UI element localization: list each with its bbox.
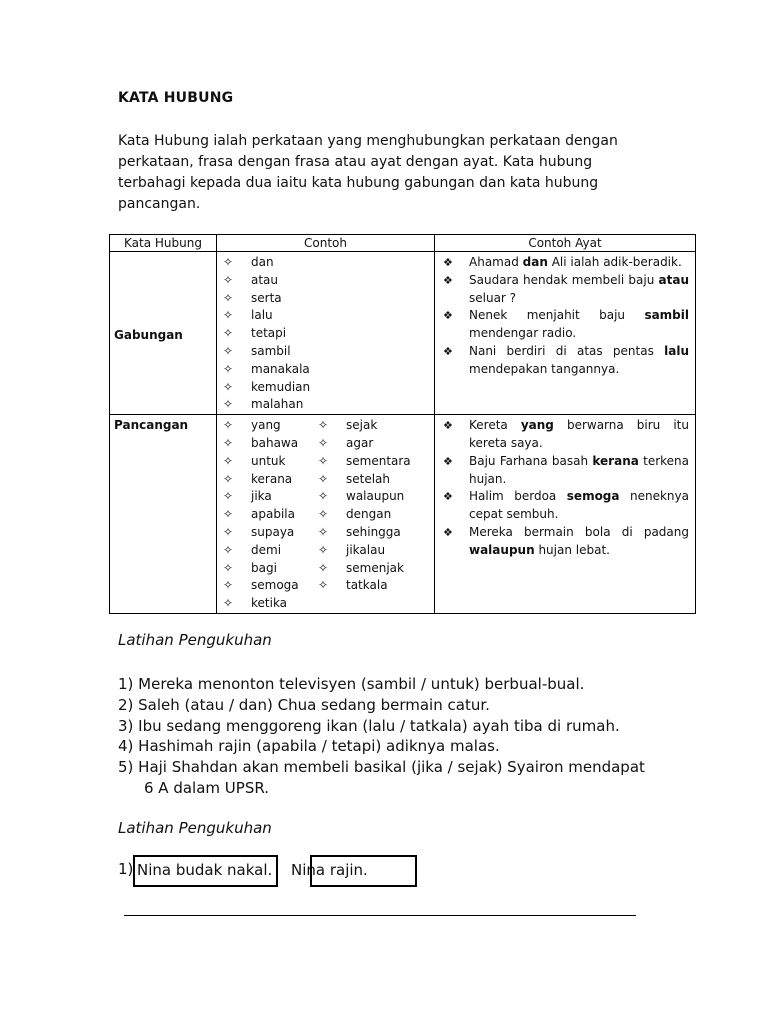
list-item xyxy=(223,488,318,506)
star-bullet-icon: ✧ xyxy=(318,471,329,486)
star-bullet-icon: ✧ xyxy=(223,578,234,593)
word: semoga xyxy=(251,578,299,593)
table-row-pancangan xyxy=(110,415,696,614)
star-bullet-icon: ✧ xyxy=(223,596,234,611)
gabungan-words-cell xyxy=(217,252,435,415)
list-item xyxy=(318,453,411,471)
star-bullet-icon: ✧ xyxy=(318,453,329,468)
star-bullet-icon: ✧ xyxy=(223,308,234,323)
list-item xyxy=(318,524,411,542)
header-kata-hubung: Kata Hubung xyxy=(110,235,217,252)
word: atau xyxy=(251,272,279,287)
question-item: 3) Ibu sedang menggoreng ikan (lalu / tatkala) ayah tiba di rumah. xyxy=(118,716,620,735)
word: dan xyxy=(251,255,274,269)
example-sentence: ❖ Saudara hendak membeli baju atau seluar ? xyxy=(443,272,689,305)
list-item xyxy=(223,272,434,290)
word: kemudian xyxy=(251,379,311,394)
latihan-heading-1: Latihan Pengukuhan xyxy=(118,631,272,649)
page-title: KATA HUBUNG xyxy=(118,90,234,106)
header-contoh-ayat: Contoh Ayat xyxy=(435,235,696,252)
word: dengan xyxy=(346,507,392,522)
star-bullet-icon: ✧ xyxy=(223,255,234,269)
list-item xyxy=(318,560,411,578)
list-item xyxy=(223,542,318,560)
word: serta xyxy=(251,290,282,305)
star-bullet-icon: ✧ xyxy=(223,397,234,412)
list-item xyxy=(223,290,434,308)
list-item xyxy=(223,307,434,325)
conjunction-highlight: yang xyxy=(520,418,554,433)
word: semenjak xyxy=(346,560,404,575)
star-bullet-icon: ✧ xyxy=(223,326,234,341)
word: sejak xyxy=(346,418,378,433)
question-list xyxy=(118,674,678,799)
word: setelah xyxy=(346,471,391,486)
list-item xyxy=(223,361,434,379)
latihan-heading-2: Latihan Pengukuhan xyxy=(118,819,272,837)
list-item xyxy=(223,506,318,524)
star-bullet-icon: ✧ xyxy=(223,507,234,522)
example-sentence: ❖ Ahamad dan Ali ialah adik-beradik. xyxy=(441,254,689,272)
example-sentence: ❖ Nenek menjahit baju sambil mendengar radio. xyxy=(443,308,689,341)
category-gabungan: Gabungan xyxy=(110,252,217,415)
diamond-bullet-icon: ❖ xyxy=(443,454,453,468)
word: bahawa xyxy=(251,435,299,450)
diamond-bullet-icon: ❖ xyxy=(443,525,453,539)
star-bullet-icon: ✧ xyxy=(223,542,234,557)
word: bagi xyxy=(251,560,277,575)
question-continuation: 6 A dalam UPSR. xyxy=(144,778,269,797)
star-bullet-icon: ✧ xyxy=(318,524,329,539)
list-item xyxy=(223,325,434,343)
word: lalu xyxy=(251,308,273,323)
star-bullet-icon: ✧ xyxy=(223,343,234,358)
intro-line: terbahagi kepada dua iaitu kata hubung gabungan dan kata hubung xyxy=(118,175,599,191)
list-item xyxy=(223,396,434,414)
word: apabila xyxy=(251,507,295,522)
list-item xyxy=(318,435,411,453)
list-item xyxy=(223,435,318,453)
star-bullet-icon: ✧ xyxy=(318,418,329,433)
star-bullet-icon: ✧ xyxy=(318,560,329,575)
header-contoh: Contoh xyxy=(217,235,435,252)
sentence-1: Nina budak nakal. xyxy=(137,861,273,879)
list-item xyxy=(318,488,411,506)
category-pancangan: Pancangan xyxy=(110,415,217,614)
conjunction-highlight: kerana xyxy=(592,453,639,468)
list-item xyxy=(223,417,318,435)
list-item xyxy=(223,453,318,471)
star-bullet-icon: ✧ xyxy=(223,379,234,394)
diamond-bullet-icon: ❖ xyxy=(443,309,453,323)
kata-hubung-table xyxy=(109,234,696,614)
question-item: 2) Saleh (atau / dan) Chua sedang bermain catur. xyxy=(118,695,490,714)
star-bullet-icon: ✧ xyxy=(223,560,234,575)
word: sambil xyxy=(251,343,291,358)
word: manakala xyxy=(251,361,310,376)
word: walaupun xyxy=(346,489,405,504)
example-sentence: ❖ Nani berdiri di atas pentas lalu mendepakan tangannya. xyxy=(443,343,689,376)
conjunction-highlight: sambil xyxy=(644,308,689,323)
conjunction-highlight: walaupun xyxy=(469,542,535,557)
diamond-bullet-icon: ❖ xyxy=(443,273,453,287)
word: ketika xyxy=(251,596,288,611)
list-item xyxy=(318,577,411,595)
intro-line: perkataan, frasa dengan frasa atau ayat dengan ayat. Kata hubung xyxy=(118,154,593,170)
intro-line: Kata Hubung ialah perkataan yang menghubungkan perkataan dengan xyxy=(118,133,618,149)
exercise-number: 1) xyxy=(118,860,134,878)
sentence-2: Nina rajin. xyxy=(291,861,368,879)
word: sementara xyxy=(346,453,411,468)
word: yang xyxy=(251,418,281,433)
word: untuk xyxy=(251,453,286,468)
list-item xyxy=(318,542,411,560)
gabungan-examples-cell xyxy=(435,252,696,415)
word: kerana xyxy=(251,471,293,486)
star-bullet-icon: ✧ xyxy=(318,435,329,450)
star-bullet-icon: ✧ xyxy=(318,489,329,504)
list-item xyxy=(318,417,411,435)
star-bullet-icon: ✧ xyxy=(223,489,234,504)
star-bullet-icon: ✧ xyxy=(223,435,234,450)
answer-line[interactable] xyxy=(124,915,636,916)
question-item: 5) Haji Shahdan akan membeli basikal (jika / sejak) Syairon mendapat xyxy=(118,758,645,777)
pancangan-example-list xyxy=(435,415,695,559)
star-bullet-icon: ✧ xyxy=(223,272,234,287)
example-sentence: ❖ Kereta yang berwarna biru itu kereta saya. xyxy=(443,418,689,450)
diamond-bullet-icon: ❖ xyxy=(443,256,453,269)
list-item xyxy=(223,379,434,397)
question-item: 4) Hashimah rajin (apabila / tetapi) adiknya malas. xyxy=(118,737,500,756)
star-bullet-icon: ✧ xyxy=(318,578,329,593)
word: sehingga xyxy=(346,524,401,539)
star-bullet-icon: ✧ xyxy=(223,361,234,376)
diamond-bullet-icon: ❖ xyxy=(443,344,453,358)
diamond-bullet-icon: ❖ xyxy=(443,419,453,433)
list-item xyxy=(223,577,318,595)
intro-paragraph xyxy=(118,131,653,215)
conjunction-highlight: dan xyxy=(522,255,548,269)
table-row-gabungan xyxy=(110,252,696,415)
word: demi xyxy=(251,542,282,557)
list-item xyxy=(318,471,411,489)
list-item xyxy=(223,343,434,361)
list-item xyxy=(223,560,318,578)
word: jikalau xyxy=(346,542,386,557)
question-item: 1) Mereka menonton televisyen (sambil / untuk) berbual-bual. xyxy=(118,675,585,693)
conjunction-highlight: semoga xyxy=(566,489,620,504)
word: tatkala xyxy=(346,578,388,593)
list-item xyxy=(223,524,318,542)
word: tetapi xyxy=(251,326,287,341)
star-bullet-icon: ✧ xyxy=(223,418,234,433)
word: agar xyxy=(346,435,374,450)
word: malahan xyxy=(251,397,304,412)
conjunction-highlight: atau xyxy=(658,272,689,287)
list-item xyxy=(223,254,434,272)
pancangan-word-list-left xyxy=(223,417,318,613)
example-sentence: ❖ Mereka bermain bola di padang walaupun hujan lebat. xyxy=(443,524,689,557)
pancangan-word-list-right xyxy=(318,417,411,613)
pancangan-words-cell xyxy=(217,415,435,614)
gabungan-word-list xyxy=(217,252,434,414)
gabungan-example-list xyxy=(435,252,695,379)
star-bullet-icon: ✧ xyxy=(223,471,234,486)
example-sentence: ❖ Baju Farhana basah kerana terkena hujan. xyxy=(443,453,689,486)
conjunction-highlight: lalu xyxy=(664,343,689,358)
star-bullet-icon: ✧ xyxy=(318,507,329,522)
intro-line: pancangan. xyxy=(118,196,201,212)
list-item xyxy=(318,506,411,524)
list-item xyxy=(223,595,318,613)
list-item xyxy=(223,471,318,489)
example-sentence: ❖ Halim berdoa semoga neneknya cepat sembuh. xyxy=(443,489,689,522)
star-bullet-icon: ✧ xyxy=(223,453,234,468)
diamond-bullet-icon: ❖ xyxy=(443,490,453,504)
star-bullet-icon: ✧ xyxy=(223,290,234,305)
star-bullet-icon: ✧ xyxy=(223,524,234,539)
table-header-row xyxy=(110,235,696,252)
word: jika xyxy=(251,489,272,504)
word: supaya xyxy=(251,524,295,539)
pancangan-examples-cell xyxy=(435,415,696,614)
star-bullet-icon: ✧ xyxy=(318,542,329,557)
